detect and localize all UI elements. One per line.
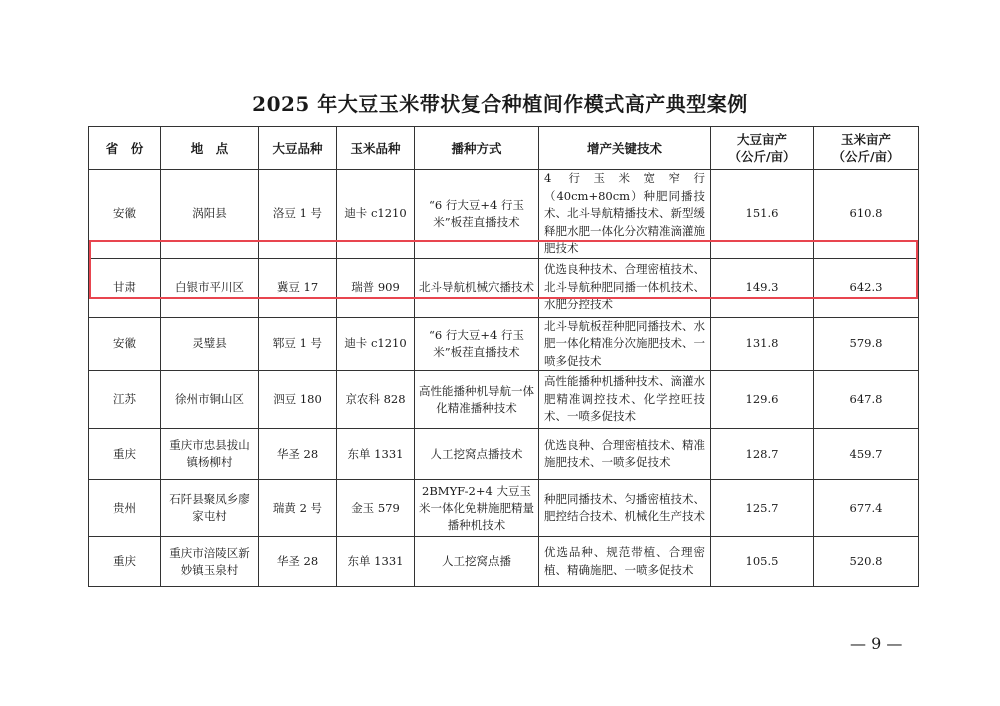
corn-variety-cell: 瑞普 909: [337, 258, 415, 317]
corn-variety-cell: 迪卡 c1210: [337, 317, 415, 371]
province-cell: 江苏: [89, 371, 161, 429]
sowing-method-cell: “6 行大豆+4 行玉米”板茬直播技术: [415, 317, 539, 371]
header-row: [89, 127, 919, 170]
key-techniques-cell: 优选良种、合理密植技术、精准施肥技术、一喷多促技术: [539, 429, 711, 480]
province-cell: 安徽: [89, 317, 161, 371]
header-key-techniques: 增产关键技术: [539, 127, 711, 170]
soybean-variety-cell: 泗豆 180: [259, 371, 337, 429]
table-row: [89, 317, 919, 371]
header-corn-variety: 玉米品种: [337, 127, 415, 170]
cases-table: [88, 126, 919, 587]
header-soybean-yield: 大豆亩产 （公斤/亩）: [711, 127, 814, 170]
soybean-variety-cell: 华圣 28: [259, 537, 337, 587]
sowing-method-cell: “6 行大豆+4 行玉米”板茬直播技术: [415, 170, 539, 259]
location-cell: 徐州市铜山区: [161, 371, 259, 429]
soybean-variety-cell: 洛豆 1 号: [259, 170, 337, 259]
table-row: [89, 480, 919, 537]
province-cell: 甘肃: [89, 258, 161, 317]
key-techniques-cell: 种肥同播技术、匀播密植技术、肥控结合技术、机械化生产技术: [539, 480, 711, 537]
header-province: 省 份: [89, 127, 161, 170]
header-location: 地 点: [161, 127, 259, 170]
location-cell: 涡阳县: [161, 170, 259, 259]
key-techniques-cell: 4 行玉米宽窄行（40cm+80cm）种肥同播技术、北斗导航精播技术、新型缓释肥水肥一体化分次精准滴灌施肥技术: [539, 170, 711, 259]
key-techniques-cell: 优选良种技术、合理密植技术、北斗导航种肥同播一体机技术、水肥分控技术: [539, 258, 711, 317]
corn-yield-cell: 642.3: [814, 258, 919, 317]
corn-variety-cell: 迪卡 c1210: [337, 170, 415, 259]
table-row: [89, 258, 919, 317]
table-row: [89, 371, 919, 429]
location-cell: 白银市平川区: [161, 258, 259, 317]
header-corn-yield: 玉米亩产 （公斤/亩）: [814, 127, 919, 170]
corn-yield-cell: 610.8: [814, 170, 919, 259]
soybean-yield-cell: 129.6: [711, 371, 814, 429]
soybean-yield-cell: 131.8: [711, 317, 814, 371]
sowing-method-cell: 人工挖窝点播: [415, 537, 539, 587]
soybean-variety-cell: 郓豆 1 号: [259, 317, 337, 371]
province-cell: 安徽: [89, 170, 161, 259]
table-row: [89, 537, 919, 587]
location-cell: 石阡县聚凤乡廖家屯村: [161, 480, 259, 537]
corn-variety-cell: 东单 1331: [337, 429, 415, 480]
soybean-variety-cell: 华圣 28: [259, 429, 337, 480]
soybean-variety-cell: 瑞黄 2 号: [259, 480, 337, 537]
header-sowing-method: 播种方式: [415, 127, 539, 170]
soybean-variety-cell: 冀豆 17: [259, 258, 337, 317]
table-row: [89, 170, 919, 259]
soybean-yield-cell: 105.5: [711, 537, 814, 587]
province-cell: 重庆: [89, 537, 161, 587]
key-techniques-cell: 优选品种、规范带植、合理密植、精确施肥、一喷多促技术: [539, 537, 711, 587]
corn-yield-cell: 520.8: [814, 537, 919, 587]
table-header: [89, 127, 919, 170]
soybean-yield-cell: 125.7: [711, 480, 814, 537]
corn-yield-cell: 579.8: [814, 317, 919, 371]
header-soybean-variety: 大豆品种: [259, 127, 337, 170]
corn-yield-cell: 459.7: [814, 429, 919, 480]
table-row: [89, 429, 919, 480]
sowing-method-cell: 2BMYF-2+4 大豆玉米一体化免耕施肥精量播种机技术: [415, 480, 539, 537]
province-cell: 贵州: [89, 480, 161, 537]
sowing-method-cell: 高性能播种机导航一体化精准播种技术: [415, 371, 539, 429]
province-cell: 重庆: [89, 429, 161, 480]
corn-yield-cell: 677.4: [814, 480, 919, 537]
soybean-yield-cell: 151.6: [711, 170, 814, 259]
page-number: — 9 —: [850, 634, 903, 653]
corn-variety-cell: 京农科 828: [337, 371, 415, 429]
soybean-yield-cell: 149.3: [711, 258, 814, 317]
sowing-method-cell: 人工挖窝点播技术: [415, 429, 539, 480]
sowing-method-cell: 北斗导航机械穴播技术: [415, 258, 539, 317]
soybean-yield-cell: 128.7: [711, 429, 814, 480]
location-cell: 重庆市忠县拔山镇杨柳村: [161, 429, 259, 480]
document-title: 2025 年大豆玉米带状复合种植间作模式高产典型案例: [252, 92, 748, 116]
corn-variety-cell: 东单 1331: [337, 537, 415, 587]
key-techniques-cell: 高性能播种机播种技术、滴灌水肥精准调控技术、化学控旺技术、一喷多促技术: [539, 371, 711, 429]
corn-variety-cell: 金玉 579: [337, 480, 415, 537]
corn-yield-cell: 647.8: [814, 371, 919, 429]
table-body: [89, 170, 919, 587]
location-cell: 灵璧县: [161, 317, 259, 371]
location-cell: 重庆市涪陵区新妙镇玉泉村: [161, 537, 259, 587]
key-techniques-cell: 北斗导航板茬种肥同播技术、水肥一体化精准分次施肥技术、一喷多促技术: [539, 317, 711, 371]
